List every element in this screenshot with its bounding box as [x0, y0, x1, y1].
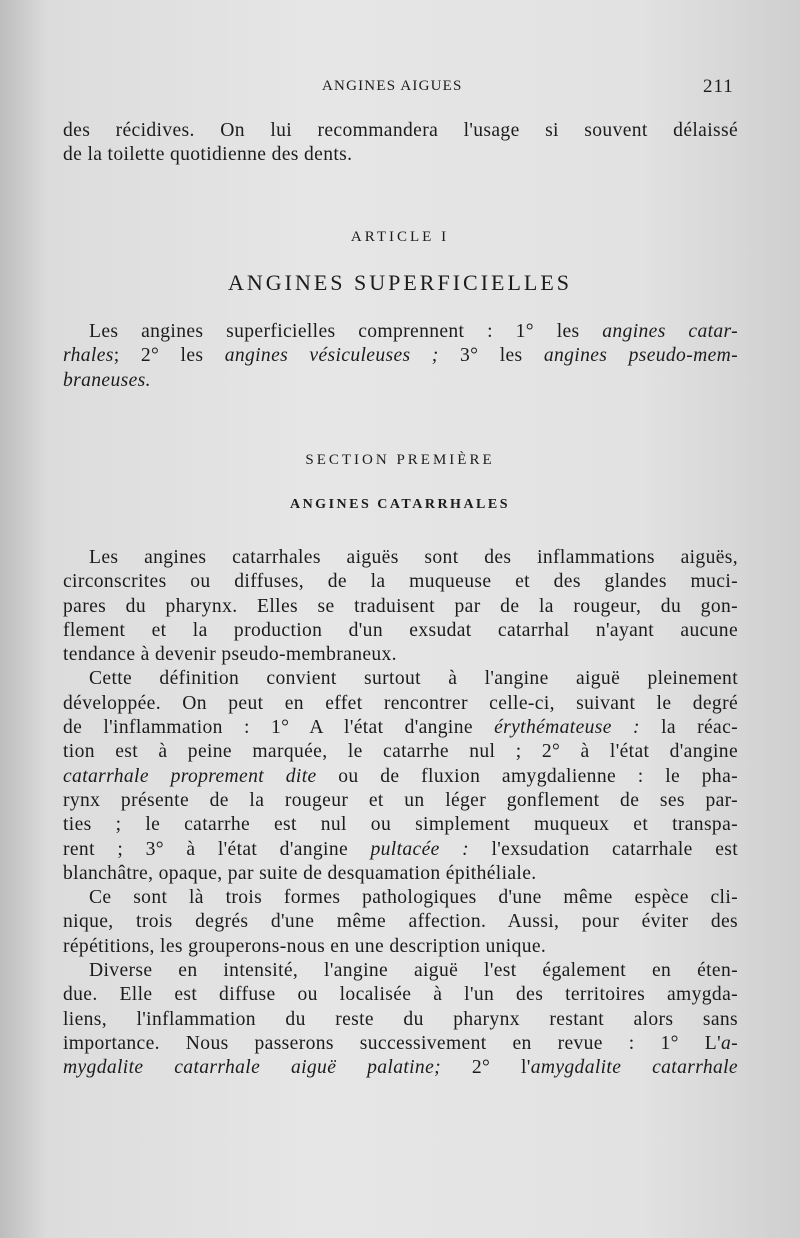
- text-line: [63, 983, 738, 1007]
- text-span: blanchâtre, opaque, par suite de desquamation épithéliale.: [63, 862, 537, 884]
- italic-text: mygdalite catarrhale aiguë palatine;: [63, 1057, 441, 1079]
- italic-text: érythémateuse :: [494, 717, 640, 739]
- italic-text: angines pseudo-mem-: [543, 345, 738, 367]
- text-line: [63, 935, 738, 959]
- text-line: [63, 643, 738, 667]
- text-span: tion est à peine marquée, le catarrhe nul ; 2° à l'état d'angine: [63, 741, 738, 763]
- italic-text: catarrhale proprement dite: [63, 765, 317, 787]
- text-span: 3° les: [438, 345, 544, 367]
- text-span: pares du pharynx. Elles se traduisent par de la rougeur, du gon-: [63, 595, 738, 617]
- italic-text: a-: [720, 1032, 738, 1054]
- text-span: la réac-: [639, 717, 738, 739]
- text-span: rynx présente de la rougeur et un léger gonflement de ses par-: [63, 789, 738, 811]
- text-line: [63, 789, 738, 813]
- text-span: Les angines catarrhales aiguës sont des inflammations aiguës,: [89, 547, 738, 568]
- text-span: Diverse en intensité, l'angine aiguë l'est également en éten-: [89, 960, 738, 982]
- text-span: nique, trois degrés d'une même affection. Aussi, pour éviter des: [63, 911, 738, 933]
- text-line: [63, 320, 738, 344]
- text-line: [63, 813, 738, 837]
- text-line: [63, 740, 738, 764]
- text-line: [63, 1056, 738, 1080]
- text-line: [63, 862, 738, 886]
- running-title: ANGINES AIGUES: [322, 78, 463, 94]
- text-line: [63, 667, 738, 691]
- intro-paragraph: [63, 119, 738, 168]
- text-line: de la toilette quotidienne des dents.: [63, 144, 353, 166]
- text-span: circonscrites ou diffuses, de la muqueuse et des glandes muci-: [63, 571, 738, 593]
- text-line: [63, 595, 738, 619]
- text-line: [63, 1032, 738, 1056]
- article-title: ANGINES SUPERFICIELLES: [227, 270, 573, 295]
- text-span: de l'inflammation : 1° A l'état d'angine: [63, 717, 495, 739]
- italic-text: pultacée :: [370, 838, 470, 860]
- text-span: l'exsudation catarrhale est: [469, 838, 739, 860]
- text-span: due. Elle est diffuse ou localisée à l'un des territoires amygda-: [63, 984, 738, 1006]
- page-number: 211: [703, 76, 734, 97]
- italic-text: angines vésiculeuses ;: [224, 345, 439, 367]
- text-span: rent ; 3° à l'état d'angine: [63, 838, 371, 860]
- text-line: [63, 546, 738, 570]
- text-line: [63, 716, 738, 740]
- text-span: flement et la production d'un exsudat catarrhal n'ayant aucune: [63, 619, 738, 641]
- text-line: [63, 910, 738, 934]
- article-paragraph: [63, 320, 738, 393]
- section-label: SECTION PREMIÈRE: [305, 452, 495, 468]
- text-span: ties ; le catarrhe est nul ou simplement muqueux et transpa-: [63, 814, 738, 836]
- text-line: [63, 1008, 738, 1032]
- italic-text: amygdalite catarrhale: [530, 1057, 738, 1079]
- text-line: [63, 886, 738, 910]
- section-title: ANGINES CATARRHALES: [289, 497, 511, 512]
- italic-text: rhales: [63, 345, 114, 367]
- text-line: [63, 369, 738, 393]
- text-line: [63, 692, 738, 716]
- text-span: tendance à devenir pseudo-membraneux.: [63, 644, 397, 666]
- text-span: liens, l'inflammation du reste du pharynx restant alors sans: [63, 1008, 738, 1030]
- body-text: [63, 546, 738, 1081]
- text-line: des récidives. On lui recommandera l'usage si souvent délaissé: [63, 120, 738, 141]
- text-line: [63, 765, 738, 789]
- text-span: développée. On peut en effet rencontrer celle-ci, suivant le degré: [63, 692, 738, 714]
- text-span: Les angines superficielles comprennent : 1° les: [89, 321, 603, 342]
- text-span: 2° l': [441, 1057, 531, 1079]
- text-line: [63, 570, 738, 594]
- running-header: [0, 76, 800, 102]
- text-span: répétitions, les grouperons-nous en une description unique.: [63, 935, 547, 957]
- text-line: [63, 959, 738, 983]
- text-span: ; 2° les: [113, 345, 225, 367]
- text-span: Ce sont là trois formes pathologiques d'une même espèce cli-: [89, 887, 738, 909]
- text-line: [63, 619, 738, 643]
- text-span: Cette définition convient surtout à l'angine aiguë pleinement: [89, 668, 738, 690]
- article-label: ARTICLE I: [350, 229, 450, 245]
- text-line: [63, 838, 738, 862]
- italic-text: angines catar-: [602, 321, 739, 342]
- italic-text: braneuses.: [63, 369, 151, 391]
- text-line: [63, 344, 738, 368]
- text-span: ou de fluxion amygdalienne : le pha-: [316, 765, 738, 787]
- text-span: importance. Nous passerons successivement en revue : 1° L': [63, 1032, 721, 1054]
